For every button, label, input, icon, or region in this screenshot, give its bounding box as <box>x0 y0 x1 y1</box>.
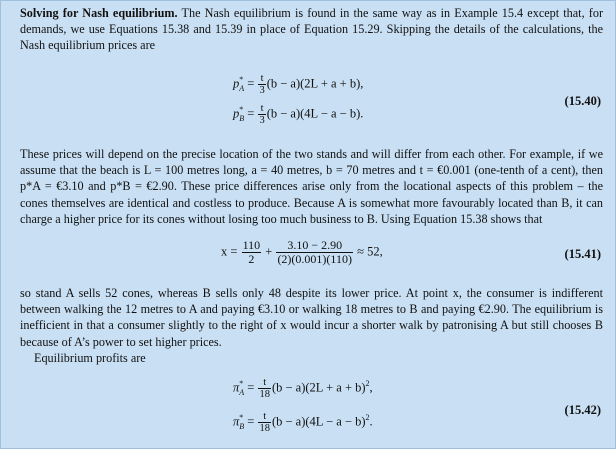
equation-pb-star: $p^*_B$ = $\frac{t}{3}$ (b − a)(4L − a − b). <box>233 103 364 126</box>
fraction-110-over-2: $\frac{110}{2}$ <box>242 238 261 266</box>
section-heading: Solving for Nash equilibrium. <box>20 6 178 20</box>
paragraph-profits-intro: Equilibrium profits are <box>34 351 146 365</box>
equation-pib-star: $\pi^*_B$ = $\frac{t}{18}$ $(b - a)(4L - a - b)^2$. <box>233 411 373 434</box>
equation-x-value: x = $\frac{110}{2}$ + $\frac{3.10 - 2.90}{(2)(0.001)(110)}$ ≈ 52, <box>221 238 383 266</box>
paragraph-nash-intro <box>20 5 603 54</box>
fraction-t-over-3: $\frac{t}{3}$ <box>259 103 265 126</box>
fraction-price-diff: $\frac{3.10 - 2.90}{(2)(0.001)(110)}$ <box>277 238 352 266</box>
paragraph-price-discussion: These prices will depend on the precise location of the two stands and will differ from each other. For example, if we assume that the beach is L = 100 metres long, a = 40 metres, b = 70 metres and t = €0.001 (one-tenth of a cent), then p*A = €3.10 and p*B = €2.90. These price differences arise only from the locational aspects of this problem – the cones themselves are identical and costless to produce. Because A is somewhat more favourably located than B, it can charge a higher price for its cones without losing too much business to B. Using Equation 15.38 shows that <box>20 147 603 226</box>
fraction-t-over-18: $\frac{t}{18}$ <box>259 411 270 434</box>
paragraph-text: The Nash equilibrium is found in the same way as in Example 15.4 except that, for demands, we use Equations 15.38 and 15.39 in place of Equation 15.29. Skipping the details of the calculations, the Nash equilibrium prices are <box>20 6 604 53</box>
equation-number-15-41: (15.41) <box>564 247 601 261</box>
equation-number-15-40: (15.40) <box>564 94 601 108</box>
equation-pia-star: $\pi^*_A$ = $\frac{t}{18}$ $(b - a)(2L + a + b)^2$, <box>233 377 373 400</box>
equation-number-15-42: (15.42) <box>564 403 601 417</box>
equation-pa-star: $p^*_A$ = $\frac{t}{3}$ (b − a)(2L + a + b), <box>233 73 364 96</box>
fraction-t-over-18: $\frac{t}{18}$ <box>259 377 270 400</box>
paragraph-sales-discussion: so stand A sells 52 cones, whereas B sells only 48 despite its lower price. At point x, the consumer is indifferent between walking the 12 metres to A and paying €3.10 or walking 18 metres to B and paying €2.90. The equilibrium is inefficient in that a consumer slightly to the right of x would incur a shorter walk by patronising A but still chooses B because of A’s power to set higher prices. <box>20 286 603 349</box>
fraction-t-over-3: $\frac{t}{3}$ <box>259 73 265 96</box>
